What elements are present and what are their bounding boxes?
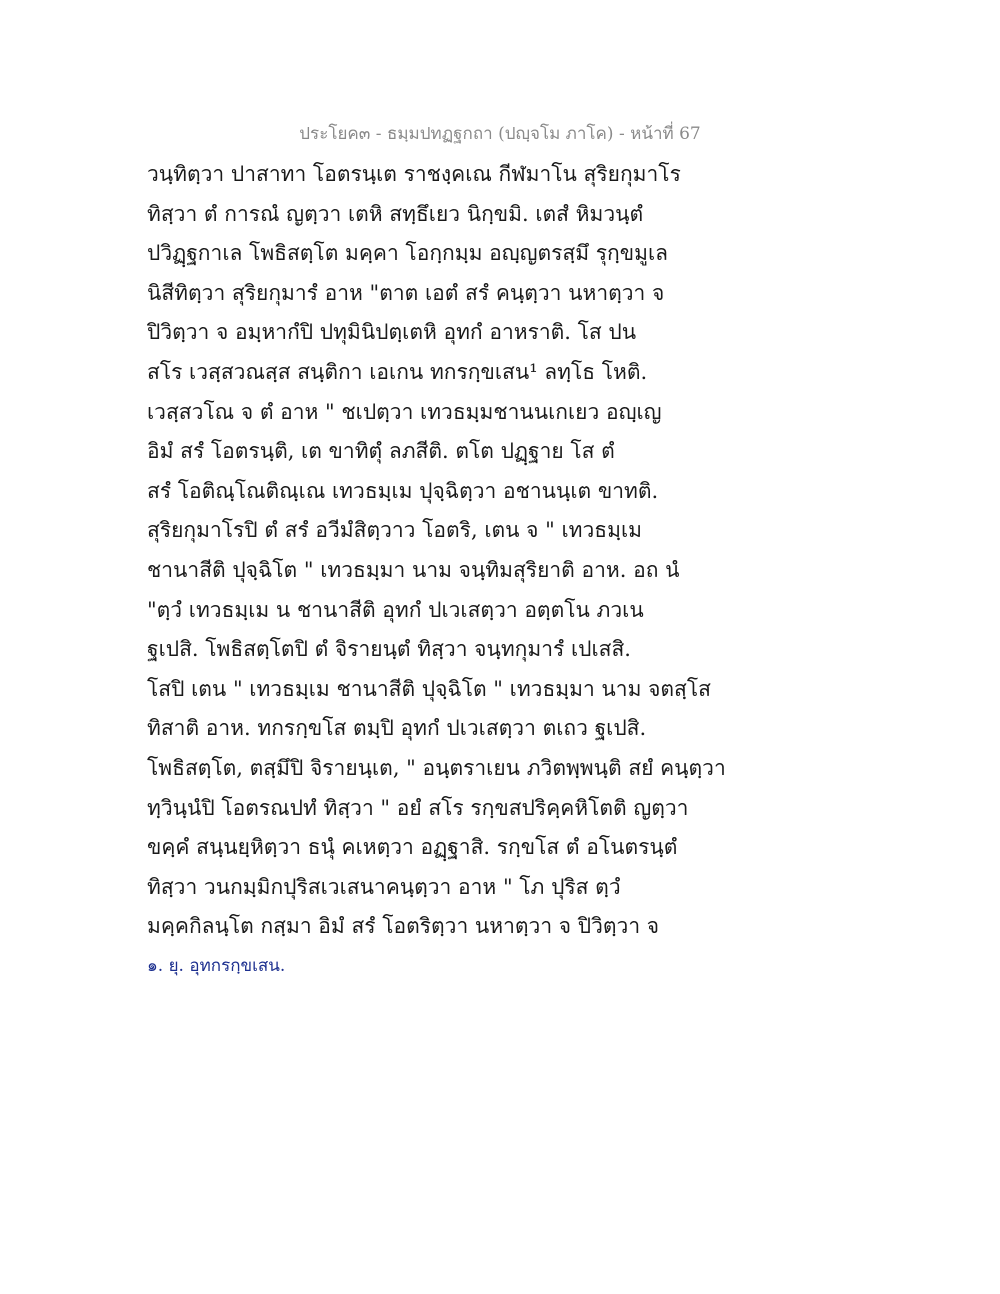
text-line: ขคฺคํ สนฺนยฺหิตฺวา ธนุํ คเหตฺวา อฏฺฐาสิ. รกฺขโส ตํ อโนตรนฺตํ (147, 835, 678, 860)
text-line: ทิสฺวา ตํ การณํ ญตฺวา เตหิ สทฺธึเยว นิกฺขมิ. เตสํ หิมวนฺตํ (147, 201, 644, 226)
text-line: ชานาสีติ ปุจฺฉิโต " เทวธมฺมา นาม จนฺทิมสุริยาติ อาห. อถ นํ (147, 557, 680, 582)
text-line: ปวิฏฺฐกาเล โพธิสตฺโต มคฺคา โอกฺกมฺม อญฺญตรสฺมึ รุกฺขมูเล (147, 241, 669, 266)
text-line: ปิวิตฺวา จ อมฺหากํปิ ปทุมินิปตฺเตหิ อุทกํ อาหราติ. โส ปน (147, 320, 637, 345)
text-line: เวสฺสวโณ จ ตํ อาห " ชเปตฺวา เทวธมฺมชานนเกเยว อญฺเญ (147, 399, 662, 424)
footnote: ๑. ยุ. อุทกรกฺขเสน. (147, 956, 286, 976)
text-line: อิมํ สรํ โอตรนฺติ, เต ขาทิตุํ ลภสีติ. ตโต ปฏฺฐาย โส ตํ (147, 439, 615, 464)
page-header (0, 120, 1000, 147)
body-text (147, 155, 867, 947)
text-line: ทฺวินฺนํปิ โอตรณปทํ ทิสฺวา " อยํ สโร รกฺขสปริคฺคหิโตติ ญตฺวา (147, 795, 689, 820)
text-line: นิสีทิตฺวา สุริยกุมารํ อาห "ตาต เอตํ สรํ คนฺตฺวา นหาตฺวา จ (147, 280, 665, 305)
text-line: โพธิสตฺโต, ตสฺมึปิ จิรายนฺเต, " อนฺตราเยน ภวิตพฺพนฺติ สยํ คนฺตฺวา (147, 755, 726, 780)
text-line: สรํ โอติณฺโณติณฺเณ เทวธมฺเม ปุจฺฉิตฺวา อชานนฺเต ขาทติ. (147, 478, 659, 503)
text-line: "ตฺวํ เทวธมฺเม น ชานาสีติ อุทกํ ปเวเสตฺวา อตฺตโน ภวเน (147, 597, 644, 622)
text-line: ทิสฺวา วนกมฺมิกปุริสเวเสนาคนฺตฺวา อาห " โภ ปุริส ตฺวํ (147, 874, 621, 899)
text-line: โสปิ เตน " เทวธมฺเม ชานาสีติ ปุจฺฉิโต " เทวธมฺมา นาม จตสฺโส (147, 676, 711, 701)
text-line: สุริยกุมาโรปิ ตํ สรํ อวีมํสิตฺวาว โอตริ, เตน จ " เทวธมฺเม (147, 518, 642, 543)
text-line: วนฺทิตฺวา ปาสาทา โอตรนฺเต ราชงฺคเณ กีฬมาโน สุริยกุมาโร (147, 162, 681, 186)
text-line: มคฺคกิลนฺโต กสฺมา อิมํ สรํ โอตริตฺวา นหาตฺวา จ ปิวิตฺวา จ (147, 914, 660, 939)
text-line: สโร เวสฺสวณสฺส สนฺติกา เอเกน ทกรกฺขเสน¹ ลทฺโธ โหติ. (147, 359, 648, 384)
text-line: ฐเปสิ. โพธิสตฺโตปิ ตํ จิรายนฺตํ ทิสฺวา จนฺทกุมารํ เปเสสิ. (147, 637, 631, 662)
text-line: ทิสาติ อาห. ทกรกฺขโส ตมฺปิ อุทกํ ปเวเสตฺวา ตเถว ฐเปสิ. (147, 716, 647, 741)
page-header-text: ประโยค๓ - ธมฺมปทฏฐกถา (ปญฺจโม ภาโค) - หน้าที่ 67 (299, 124, 701, 144)
